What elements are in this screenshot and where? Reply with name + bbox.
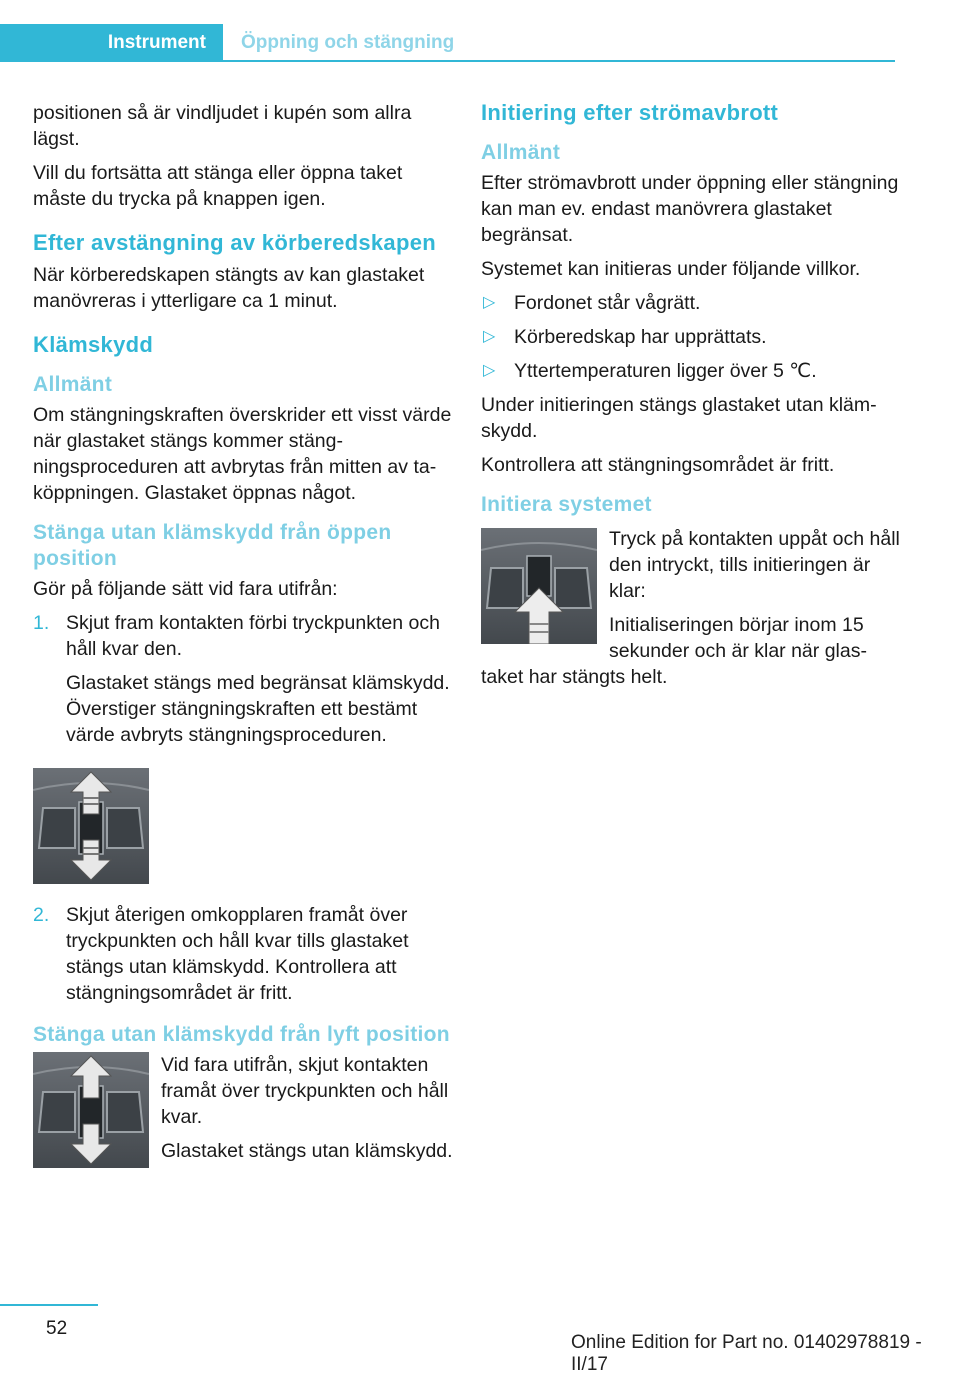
triangle-bullet-icon: ▷ [483,328,496,345]
step-text: Glastaket stängs med begränsat klämskydd. Överstiger stängningskraften ett bestämt värde avbryts stängningsproceduren. [66,672,450,746]
list-item: ▷ Körberedskap har upprättats. [483,326,767,348]
paragraph: Kontrollera att stängningsområdet är fritt. [481,454,835,476]
heading-allmant: Allmänt [33,373,113,396]
page-number: 52 [46,1318,68,1339]
footer-rule [0,1304,98,1306]
paragraph: När körberedskapen stängts av kan glastaket manövreras i ytterligare ca 1 minut. [33,264,425,312]
paragraph: Glastaket stängs utan klämskydd. [161,1140,453,1162]
header-section-title: Öppning och stängning [241,32,455,53]
step-number: 1. [33,612,50,634]
triangle-bullet-icon: ▷ [483,362,496,379]
paragraph: Om stängningskraften överskrider ett visst värde när glastaket stängs kommer stängningsproceduren att avbrytas från mitten av taköppningen. Glastaket öppnas något. [33,404,452,504]
heading-initiering: Initiering efter strömavbrott [481,100,779,125]
paragraph: Under initieringen stängs glastaket utan klämskydd. [481,394,877,442]
heading-klamskydd: Klämskydd [33,332,154,357]
left-column [33,100,453,1172]
paragraph: Vid fara utifrån, skjut kontakten framåt över tryckpunkten och håll kvar. [161,1054,449,1128]
header-rule [0,60,895,62]
paragraph: positionen så är vindljudet i kupén som allra lägst. [33,102,412,150]
heading-allmant: Allmänt [481,141,561,164]
heading-lyft-position: Stänga utan klämskydd från lyft position [33,1023,450,1046]
paragraph: Systemet kan initieras under följande villkor. [481,258,861,280]
switch-illustration [33,768,149,884]
list-item: ▷ Yttertemperaturen ligger över 5 ℃. [483,360,817,382]
paragraph: Initialiseringen börjar inom 15 sekunder och är klar när glastaket har stängts helt. [481,614,867,688]
step-2 [33,902,453,1006]
heading-initiera-systemet: Initiera systemet [481,493,652,516]
page-header [0,24,895,62]
paragraph: Vill du fortsätta att stänga eller öppna taket måste du trycka på knappen igen. [33,162,403,210]
header-tab-instrument: Instrument [0,24,223,62]
step-1 [33,610,453,748]
list-item: ▷ Fordonet står vågrätt. [483,292,701,314]
edition-text: Online Edition for Part no. 01402978819 - II/17 [571,1332,922,1375]
switch-illustration [33,1052,149,1168]
paragraph: Tryck på kontakten uppåt och håll den intryckt, tills initieringen är klar: [609,528,900,602]
triangle-bullet-icon: ▷ [483,294,496,311]
step-number: 2. [33,904,50,926]
switch-up-illustration [481,528,597,644]
heading-efter-avstangning: Efter avstängning av körberedskapen [33,230,436,255]
step-text: Skjut återigen omkopplaren framåt över tryckpunkten och håll kvar tills glastaket stängs utan klämskydd. Kontrollera att stängningsområdet är fritt. [66,904,409,1004]
paragraph: Efter strömavbrott under öppning eller stängning kan man ev. endast manövrera glastaket begränsat. [481,172,899,246]
step-text: Skjut fram kontakten förbi tryckpunkten och håll kvar den. [66,612,440,660]
heading-oppen-position: Stänga utan klämskydd från öppen position [33,521,392,570]
right-column [481,100,901,698]
paragraph: Gör på följande sätt vid fara utifrån: [33,578,338,600]
